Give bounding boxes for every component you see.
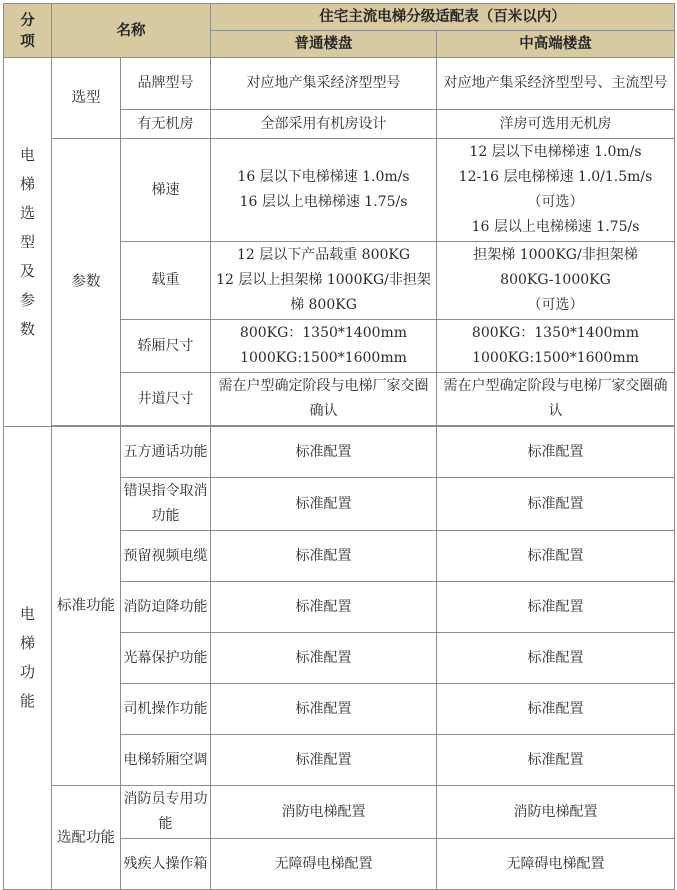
fire-return-premium: 标准配置 bbox=[437, 582, 675, 633]
machine-room-standard: 全部采用有机房设计 bbox=[211, 110, 437, 139]
attendant-operation-standard: 标准配置 bbox=[211, 684, 437, 735]
item-light-curtain: 光幕保护功能 bbox=[121, 633, 211, 684]
group-standard-functions: 标准功能 bbox=[52, 427, 121, 786]
video-cable-premium: 标准配置 bbox=[437, 531, 675, 582]
accessible-panel-standard: 无障碍电梯配置 bbox=[211, 839, 437, 890]
item-video-cable: 预留视频电缆 bbox=[121, 531, 211, 582]
load-standard bbox=[211, 242, 437, 320]
item-brand-model: 品牌型号 bbox=[121, 58, 211, 110]
speed-standard-line2: 16 层以上电梯梯速 1.75/s bbox=[239, 194, 408, 210]
five-way-call-premium: 标准配置 bbox=[437, 427, 675, 478]
item-machine-room: 有无机房 bbox=[121, 110, 211, 139]
cabin-ac-standard: 标准配置 bbox=[211, 735, 437, 786]
load-standard-line1: 12 层以下产品载重 800KG bbox=[236, 247, 411, 263]
machine-room-premium: 洋房可选用无机房 bbox=[437, 110, 675, 139]
item-attendant-operation: 司机操作功能 bbox=[121, 684, 211, 735]
item-cabin-size: 轿厢尺寸 bbox=[121, 320, 211, 373]
cabin-size-standard-line1: 800KG：1350*1400mm bbox=[239, 325, 408, 341]
item-accessible-panel: 残疾人操作箱 bbox=[121, 839, 211, 890]
section-selection-params-label: 电梯选型及参数 bbox=[19, 145, 35, 338]
item-error-cancel: 错误指令取消功能 bbox=[121, 478, 211, 531]
header-name: 名称 bbox=[52, 4, 211, 58]
five-way-call-standard: 标准配置 bbox=[211, 427, 437, 478]
error-cancel-standard: 标准配置 bbox=[211, 478, 437, 531]
video-cable-standard: 标准配置 bbox=[211, 531, 437, 582]
accessible-panel-premium: 无障碍电梯配置 bbox=[437, 839, 675, 890]
group-params: 参数 bbox=[52, 139, 121, 426]
speed-standard-line1: 16 层以下电梯梯速 1.0m/s bbox=[237, 169, 410, 185]
item-cabin-ac: 电梯轿厢空调 bbox=[121, 735, 211, 786]
item-fire-return: 消防迫降功能 bbox=[121, 582, 211, 633]
speed-premium bbox=[437, 139, 675, 242]
attendant-operation-premium: 标准配置 bbox=[437, 684, 675, 735]
section-functions-label: 电梯功能 bbox=[19, 605, 35, 710]
group-selection: 选型 bbox=[52, 58, 121, 139]
brand-model-standard: 对应地产集采经济型型号 bbox=[211, 58, 437, 110]
speed-premium-line1: 12 层以下电梯梯速 1.0m/s bbox=[469, 144, 642, 160]
firefighter-standard: 消防电梯配置 bbox=[211, 786, 437, 839]
header-category-text: 分项 bbox=[20, 11, 35, 50]
load-standard-line2: 12 层以上担架梯 1000KG/非担架梯 800KG bbox=[216, 272, 431, 313]
group-optional-functions: 选配功能 bbox=[52, 786, 121, 890]
load-premium bbox=[437, 242, 675, 320]
cabin-size-standard bbox=[211, 320, 437, 373]
load-premium-line3: （可选） bbox=[527, 297, 584, 313]
speed-premium-line3: （可选） bbox=[527, 194, 584, 210]
item-shaft-size: 井道尺寸 bbox=[121, 373, 211, 426]
cabin-size-standard-line2: 1000KG:1500*1600mm bbox=[240, 350, 407, 366]
cabin-ac-premium: 标准配置 bbox=[437, 735, 675, 786]
load-premium-line1: 担架梯 1000KG/非担架梯 bbox=[473, 247, 638, 263]
header-category bbox=[4, 4, 52, 58]
light-curtain-standard: 标准配置 bbox=[211, 633, 437, 684]
table-title: 住宅主流电梯分级适配表（百米以内） bbox=[211, 4, 675, 31]
section-functions bbox=[4, 427, 52, 890]
speed-standard bbox=[211, 139, 437, 242]
error-cancel-premium: 标准配置 bbox=[437, 478, 675, 531]
fire-return-standard: 标准配置 bbox=[211, 582, 437, 633]
speed-premium-line2: 12-16 层电梯梯速 1.0/1.5m/s bbox=[458, 169, 653, 185]
shaft-size-standard: 需在户型确定阶段与电梯厂家交圈确认 bbox=[211, 373, 437, 426]
cabin-size-premium bbox=[437, 320, 675, 373]
header-standard: 普通楼盘 bbox=[211, 31, 437, 58]
item-firefighter: 消防员专用功能 bbox=[121, 786, 211, 839]
speed-premium-line4: 16 层以上电梯梯速 1.75/s bbox=[471, 219, 640, 235]
firefighter-premium: 消防电梯配置 bbox=[437, 786, 675, 839]
light-curtain-premium: 标准配置 bbox=[437, 633, 675, 684]
item-load: 载重 bbox=[121, 242, 211, 320]
header-premium: 中高端楼盘 bbox=[437, 31, 675, 58]
cabin-size-premium-line2: 1000KG:1500*1600mm bbox=[472, 350, 639, 366]
cabin-size-premium-line1: 800KG：1350*1400mm bbox=[471, 325, 640, 341]
item-five-way-call: 五方通话功能 bbox=[121, 427, 211, 478]
load-premium-line2: 800KG-1000KG bbox=[500, 272, 611, 288]
section-selection-params bbox=[4, 58, 52, 427]
item-speed: 梯速 bbox=[121, 139, 211, 242]
brand-model-premium: 对应地产集采经济型型号、主流型号 bbox=[437, 58, 675, 110]
elevator-config-table bbox=[3, 3, 675, 890]
shaft-size-premium: 需在户型确定阶段与电梯厂家交圈确认 bbox=[437, 373, 675, 426]
